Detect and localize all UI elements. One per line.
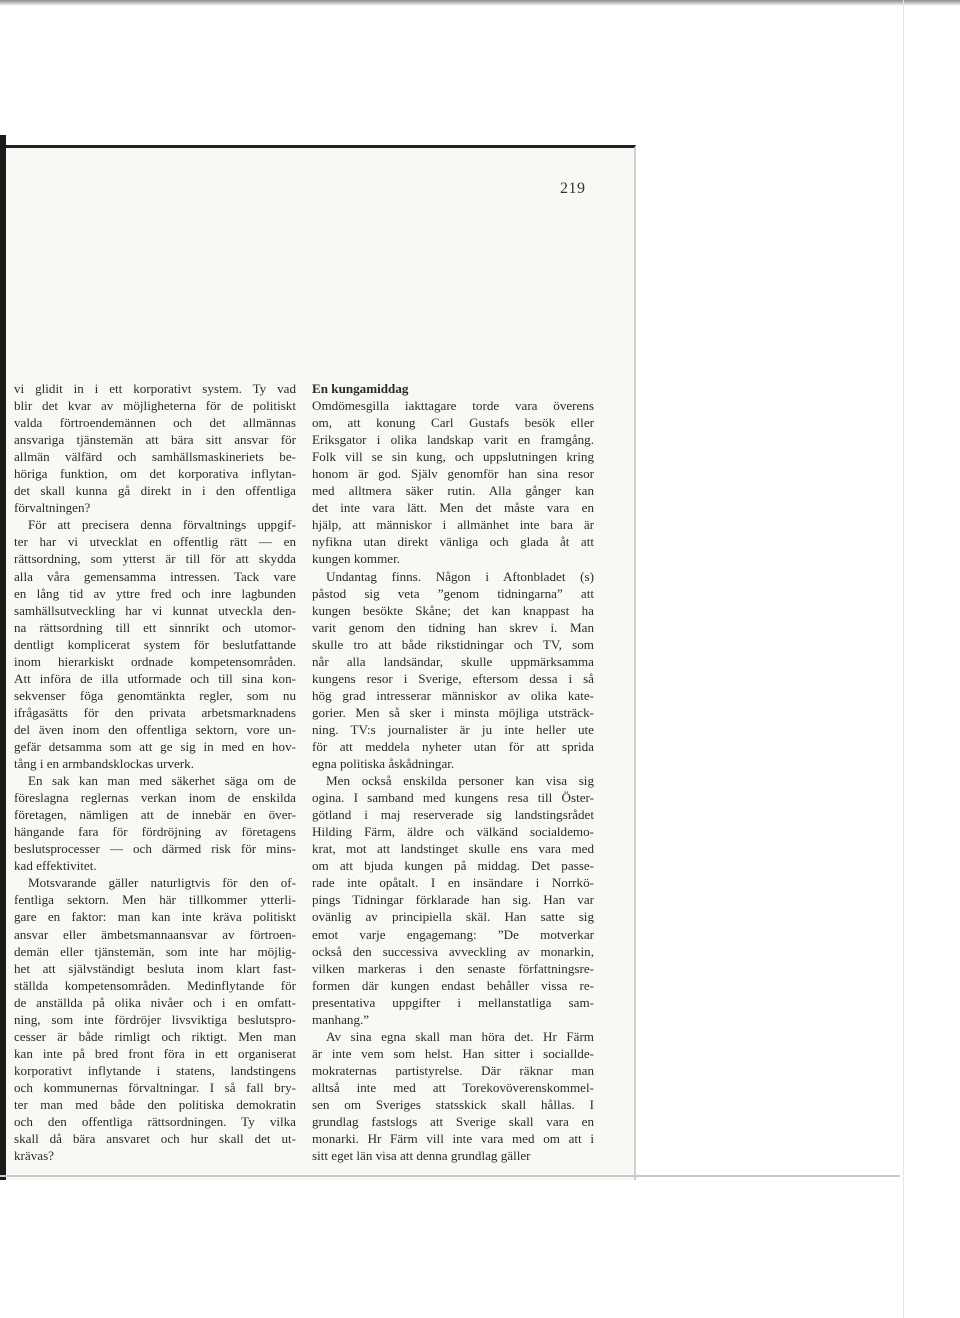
left-column-line: valda förtroendemännen och det allmännas — [14, 415, 296, 431]
left-column-line: inom hierarkiskt ordnade kompetensområden. — [14, 653, 296, 669]
page-bottom-edge — [0, 1175, 900, 1177]
left-column-line: ter man med både den politiska demokratin — [14, 1096, 296, 1112]
left-column-line: krävas? — [14, 1148, 54, 1164]
left-column-line: och den offentliga rättsordningen. Ty vilka — [14, 1114, 296, 1130]
left-column-line: det skall kunna gå direkt in i den offentliga — [14, 483, 296, 499]
right-column-line: emot varje engagemang: ”De motverkar — [312, 926, 594, 942]
left-text-column — [14, 380, 296, 1164]
left-column-line: företagen, nämligen att de innebär en över- — [14, 807, 296, 823]
right-column-line: krat, mot att landstinget skulle ens vara med — [312, 841, 594, 857]
right-column-line: vilken markeras i den senaste författningsre- — [312, 960, 594, 976]
left-column-line: alla våra gemensamma intressen. Tack vare — [14, 568, 296, 584]
right-column-line: det inte vara lätt. Men det måste vara en — [312, 500, 594, 516]
right-column-line: är inte vem som helst. Han sitter i sociallde- — [312, 1045, 594, 1061]
right-column-line: ovänlig av principiella skäl. Han satte sig — [312, 909, 594, 925]
left-column-line: gefär detsamma som att ge sig in med en hov- — [14, 738, 296, 754]
left-column-line: ning, som inte fördröjer livsviktiga beslutspro- — [14, 1011, 296, 1027]
right-column-line: kungen kommer. — [312, 551, 401, 567]
left-column-line: beslutsprocesser — och därmed risk för mins- — [14, 841, 296, 857]
right-column-line: hög grad intresserar människor av olika kate- — [312, 687, 594, 703]
left-column-line: sekvenser föga genomtänkta regler, som nu — [14, 687, 296, 703]
left-column-line: skall då bära ansvaret och hur skall det ut- — [14, 1131, 296, 1147]
right-column-line: Men också enskilda personer kan visa sig — [326, 773, 594, 789]
left-column-line: na rättsordning till ett sinnrikt och utomor- — [14, 619, 296, 635]
right-column-line: når alla landsändar, skulle uppmärksamma — [312, 653, 594, 669]
right-column-line: om, att konung Carl Gustafs besök eller — [312, 415, 594, 431]
right-column-line: egna politiska åskådningar. — [312, 756, 455, 772]
right-column-line: Omdömesgilla iakttagare torde vara överens — [312, 398, 594, 414]
left-column-line: en lång tid av yttre fred och inre lagbunden — [14, 585, 296, 601]
left-column-line: rättsordning, som ytterst är till för att skydda — [14, 551, 296, 567]
left-column-line: kan inte på bred front föra in ett organiserat — [14, 1045, 296, 1061]
right-column-line: gorier. Men så sker i minsta möjliga utsträck- — [312, 704, 594, 720]
scan-top-edge — [0, 0, 960, 6]
right-column-line: formen där kungen endast behåller vissa re- — [312, 977, 594, 993]
left-column-line: allmän välfärd och samhällsmaskineriets be- — [14, 449, 296, 465]
right-column-line: alltså inte med att Torekovöverenskommel- — [312, 1079, 594, 1095]
right-column-line: mokraternas partistyrelse. Där räknar man — [312, 1062, 594, 1078]
left-column-line: En sak kan man med säkerhet säga om de — [28, 773, 296, 789]
right-column-line: kungen besökte Skåne; det kan knappast ha — [312, 602, 594, 618]
left-column-line: förvaltningen? — [14, 500, 91, 516]
right-column-line: med alltmera säker rutin. Alla gånger kan — [312, 483, 594, 499]
left-column-line: fentliga sektorn. Men här tillkommer ytterli- — [14, 892, 296, 908]
left-column-line: ställda kompetensområden. Medinflytande för — [14, 977, 296, 993]
right-column-line: nyfikna utan direkt vänliga och glada åt att — [312, 534, 594, 550]
right-column-line: Av sina egna skall man höra det. Hr Färm — [326, 1028, 594, 1044]
right-column-line: varit genom den tidning han skrev i. Man — [312, 619, 594, 635]
right-column-line: hjälp, att människor i allmänhet inte bara är — [312, 517, 594, 533]
left-column-line: korporativt inflytande i statens, landstingens — [14, 1062, 296, 1078]
left-column-line: kad effektivitet. — [14, 858, 97, 874]
right-column-line: götland i maj reserverade sig landstingsrådet — [312, 807, 594, 823]
right-column-line: skulle tro att både rikstidningar och TV, som — [312, 636, 594, 652]
left-column-line: del även inom den offentliga sektorn, vore un- — [14, 721, 296, 737]
left-column-line: hängande fara för fördröjning av företagens — [14, 824, 296, 840]
left-column-line: ter har vi utvecklat en offentlig rätt — en — [14, 534, 296, 550]
right-column-line: ning. TV:s journalister är ju inte heller ute — [312, 721, 594, 737]
right-column-line: Eriksgator i olika landskap varit en framgång. — [312, 432, 594, 448]
left-column-line: ansvar eller ämbetsmannaansvar av förtroen- — [14, 926, 296, 942]
left-column-line: och kommunernas förvaltningar. I så fall bry- — [14, 1079, 296, 1095]
right-text-column — [312, 380, 594, 1164]
right-column-line: honom är god. Själv genomför han sina resor — [312, 466, 594, 482]
left-column-line: vi glidit in i ett korporativt system. Ty vad — [14, 381, 296, 396]
left-column-line: Motsvarande gäller naturligtvis för den of- — [28, 875, 296, 891]
right-column-line: Folk vill se sin kung, och uppslutningen kring — [312, 449, 594, 465]
right-column-line: Hilding Färm, äldre och välkänd socialdemo- — [312, 824, 594, 840]
left-column-line: blir det kvar av möjligheterna för de politiskt — [14, 398, 296, 414]
right-column-line: kungens resor i Sverige, eftersom dessa i så — [312, 670, 594, 686]
right-column-line: manhang.” — [312, 1011, 370, 1027]
right-column-line: monarki. Hr Färm vill inte vara med om att i — [312, 1131, 594, 1147]
right-column-line: påstod sig veta ”genom tidningarna” att — [312, 585, 594, 601]
left-column-line: För att precisera denna förvaltnings uppgif- — [28, 517, 296, 533]
left-column-line: dentligt komplicerat system för beslutfattande — [14, 636, 296, 652]
left-column-line: föreslagna reglernas verkan inom de enskilda — [14, 790, 296, 806]
right-column-line: grundlag fastslogs att Sverige skall vara en — [312, 1114, 594, 1130]
right-column-line: rade inte opåtalt. I en insändare i Norrkö- — [312, 875, 594, 891]
left-column-line: de anställda på olika nivåer och i en omfatt- — [14, 994, 296, 1010]
left-column-line: Att införa de illa utformade och till sina kon- — [14, 670, 296, 686]
left-column-line: ifrågasätts för den privata arbetsmarknadens — [14, 704, 296, 720]
right-column-line: Undantag finns. Någon i Aftonbladet (s) — [326, 568, 594, 584]
right-column-line: om att bjuda kungen på middag. Det passe- — [312, 858, 594, 874]
right-column-line: sitt eget län visa att denna grundlag gäller — [312, 1148, 531, 1164]
left-column-line: demän eller tjänstemän, som inte har möjlig- — [14, 943, 296, 959]
left-column-line: tång i en armbandsklockas urverk. — [14, 756, 194, 772]
right-column-line: ogina. I samband med kungens resa till Öster- — [312, 790, 594, 806]
left-column-line: cesser är både rimligt och riktigt. Men man — [14, 1028, 296, 1044]
left-column-line: samhällsutveckling har vi kunnat utveckla den- — [14, 602, 296, 618]
page-number: 219 — [560, 180, 586, 197]
right-column-line: sen om Sveriges statsskick skall hållas. I — [312, 1096, 594, 1112]
left-column-line: ansvariga tjänstemän att bära sitt ansvar för — [14, 432, 296, 448]
right-column-line: pings Tidningar förklarade han sig. Han var — [312, 892, 594, 908]
left-column-line: gare en faktor: man kan inte kräva politiskt — [14, 909, 296, 925]
right-column-line: också den successiva avveckling av monarkin, — [312, 943, 594, 959]
right-column-line: presentativa uppgifter i mellanstatliga sam- — [312, 994, 594, 1010]
right-column-line: för att meddela nyheter utan för att sprida — [312, 738, 594, 754]
left-column-line: höriga funktion, om det korporativa inflytan- — [14, 466, 296, 482]
scan-fold-line — [903, 0, 904, 1318]
left-column-line: het att självständigt besluta inom klart fast- — [14, 960, 296, 976]
section-heading: En kungamiddag — [312, 381, 409, 396]
